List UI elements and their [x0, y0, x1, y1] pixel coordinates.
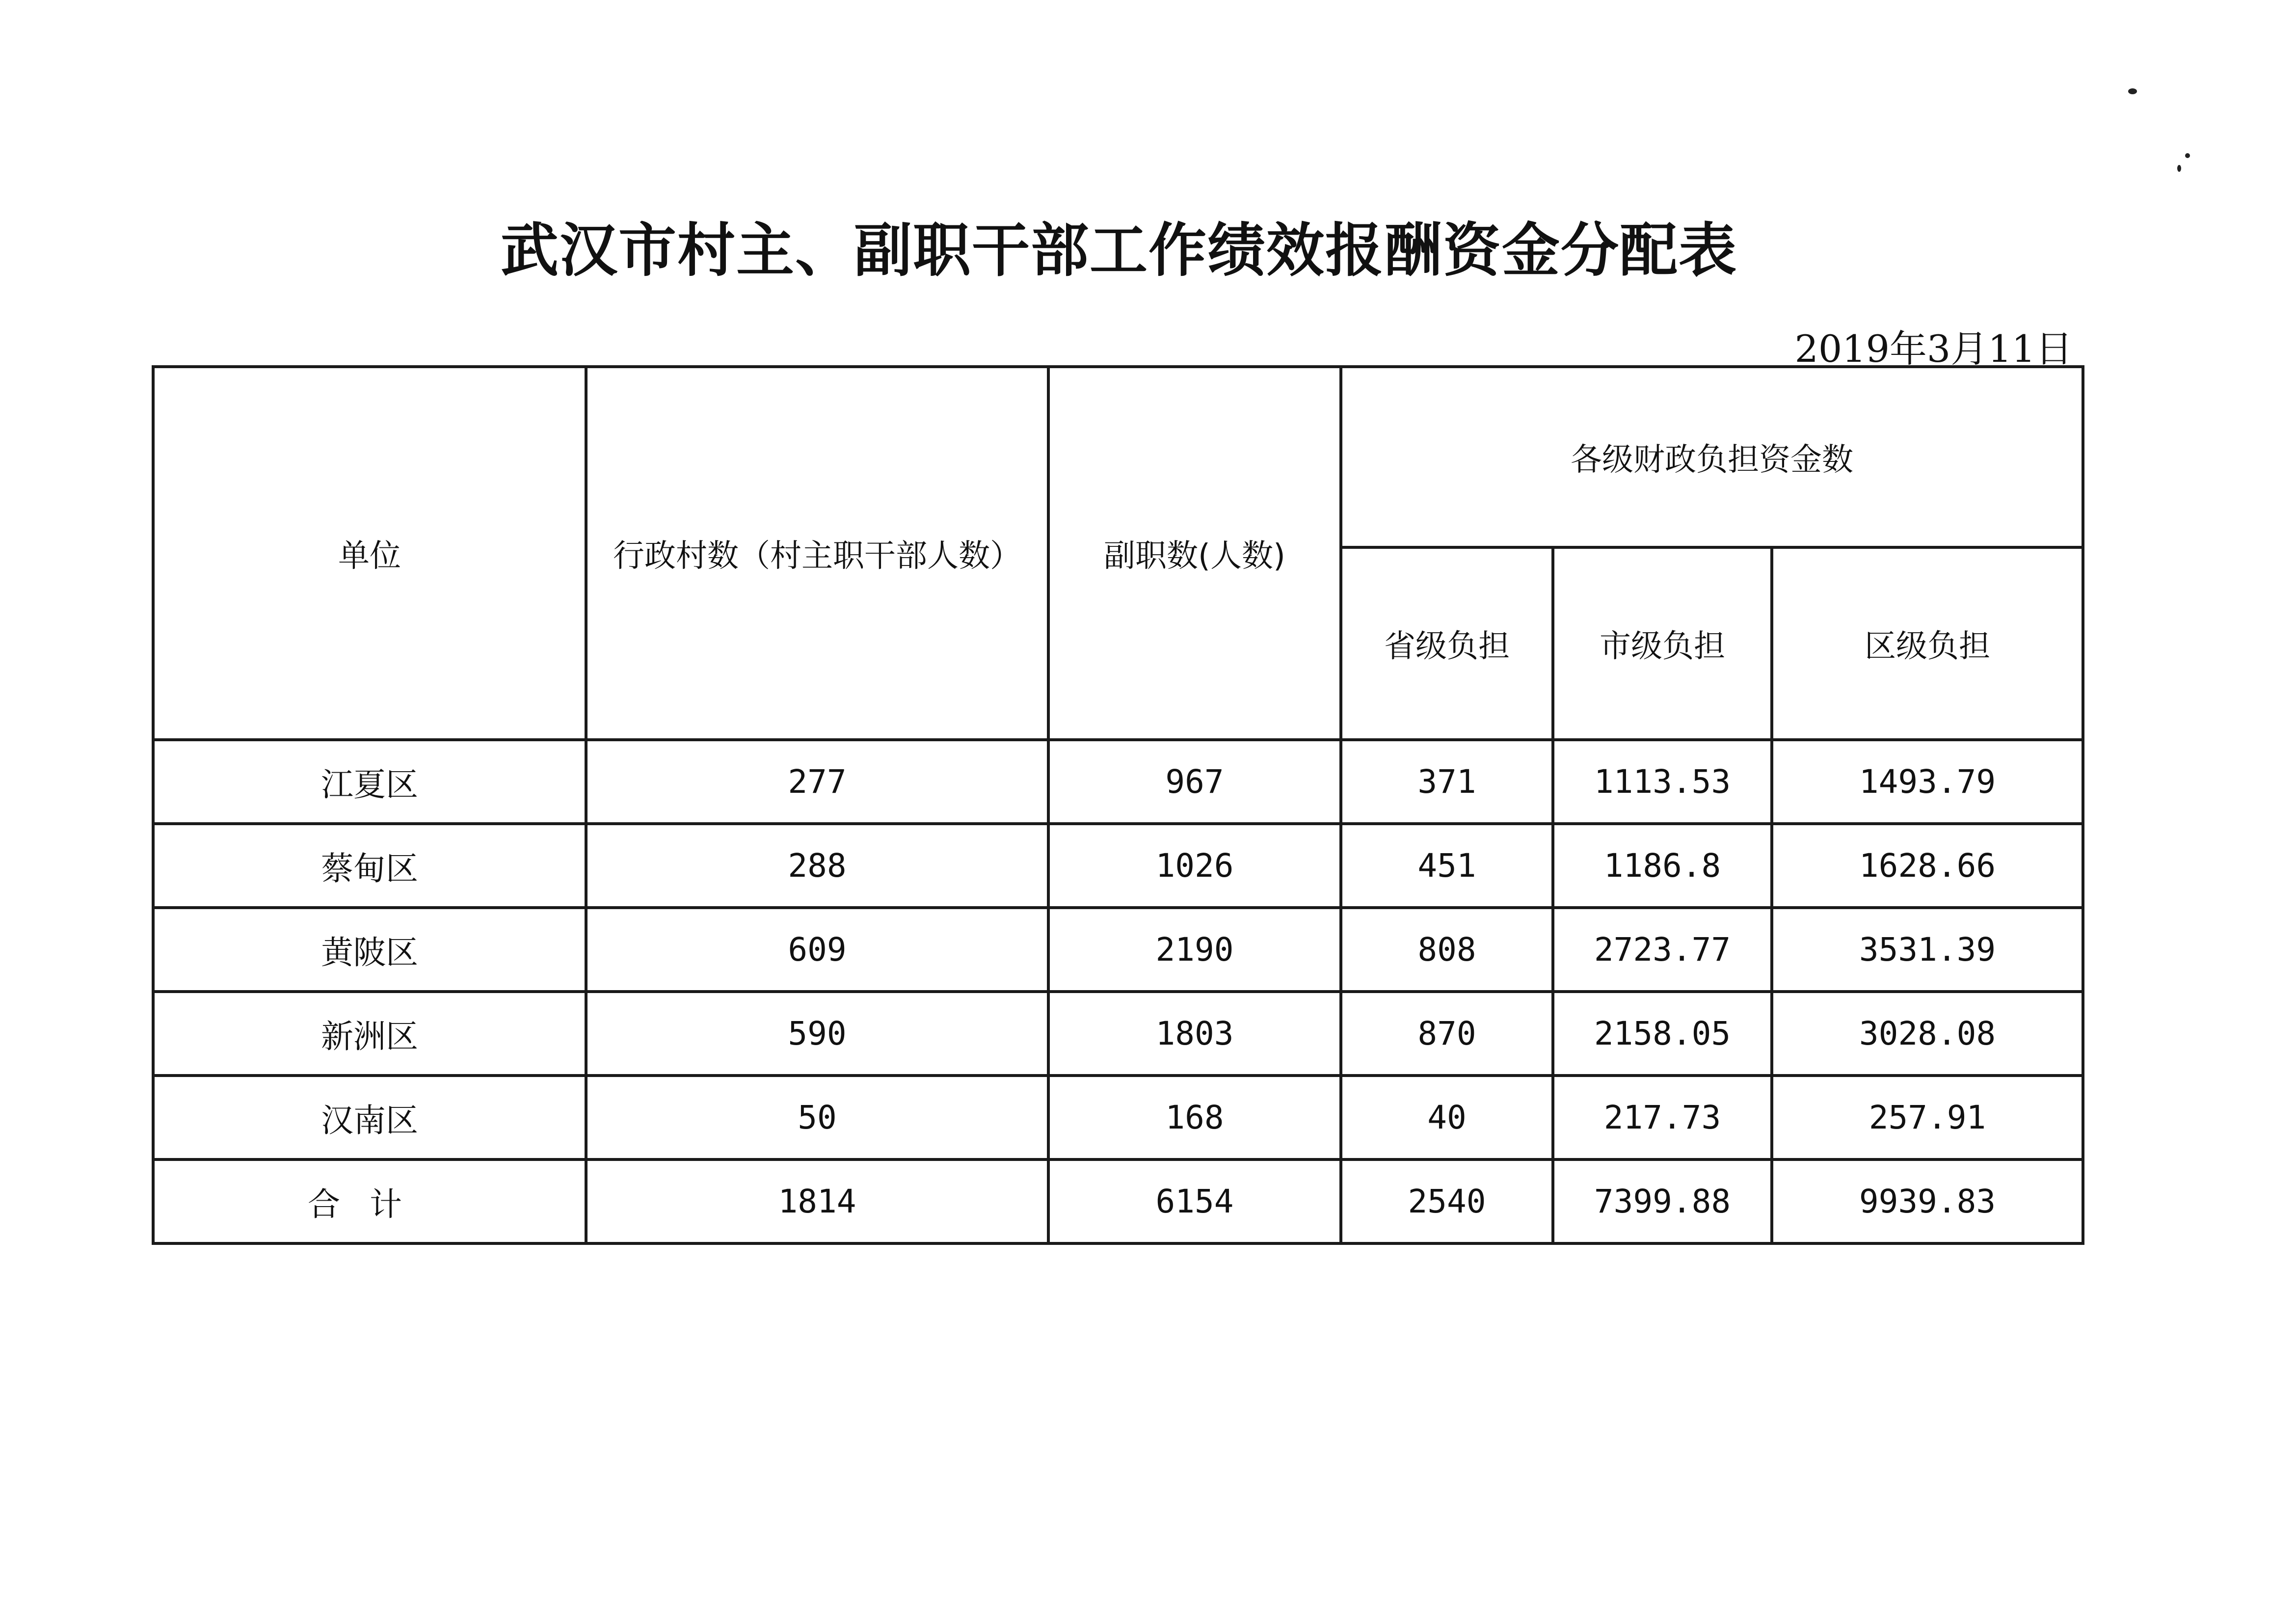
cell-villages: 277	[586, 740, 1048, 824]
cell-unit: 新洲区	[153, 992, 586, 1076]
cell-unit: 蔡甸区	[153, 824, 586, 908]
table-row	[153, 824, 2083, 908]
cell-villages: 609	[586, 908, 1048, 992]
cell-total-deputies: 6154	[1048, 1159, 1341, 1243]
cell-provincial: 40	[1341, 1076, 1553, 1159]
header-villages: 行政村数（村主职干部人数）	[586, 367, 1048, 740]
header-row	[153, 367, 2083, 547]
cell-district: 3028.08	[1772, 992, 2083, 1076]
cell-unit: 江夏区	[153, 740, 586, 824]
table-row	[153, 908, 2083, 992]
table-row	[153, 1076, 2083, 1159]
cell-villages: 590	[586, 992, 1048, 1076]
cell-total-provincial: 2540	[1341, 1159, 1553, 1243]
cell-municipal: 1186.8	[1553, 824, 1772, 908]
cell-villages: 288	[586, 824, 1048, 908]
cell-deputies: 1803	[1048, 992, 1341, 1076]
cell-total-villages: 1814	[586, 1159, 1048, 1243]
cell-total-district: 9939.83	[1772, 1159, 2083, 1243]
document-title: 武汉市村主、副职干部工作绩效报酬资金分配表	[500, 216, 1737, 284]
header-unit: 单位	[153, 367, 586, 740]
header-provincial: 省级负担	[1341, 547, 1553, 740]
table-row	[153, 740, 2083, 824]
cell-provincial: 451	[1341, 824, 1553, 908]
header-district: 区级负担	[1772, 547, 2083, 740]
cell-total-label: 合计	[153, 1159, 586, 1243]
cell-deputies: 1026	[1048, 824, 1341, 908]
cell-villages: 50	[586, 1076, 1048, 1159]
cell-deputies: 2190	[1048, 908, 1341, 992]
cell-total-municipal: 7399.88	[1553, 1159, 1772, 1243]
cell-district: 3531.39	[1772, 908, 2083, 992]
allocation-table	[152, 365, 2084, 1245]
total-row	[153, 1159, 2083, 1243]
scan-speck	[2177, 165, 2181, 172]
cell-provincial: 870	[1341, 992, 1553, 1076]
cell-municipal: 2158.05	[1553, 992, 1772, 1076]
scan-speck	[2128, 88, 2137, 94]
header-funding-group: 各级财政负担资金数	[1341, 367, 2083, 547]
cell-district: 1628.66	[1772, 824, 2083, 908]
cell-municipal: 2723.77	[1553, 908, 1772, 992]
cell-unit: 汉南区	[153, 1076, 586, 1159]
table-row	[153, 992, 2083, 1076]
cell-district: 257.91	[1772, 1076, 2083, 1159]
scan-speck	[2185, 153, 2190, 158]
cell-provincial: 371	[1341, 740, 1553, 824]
cell-provincial: 808	[1341, 908, 1553, 992]
cell-municipal: 217.73	[1553, 1076, 1772, 1159]
cell-deputies: 168	[1048, 1076, 1341, 1159]
cell-unit: 黄陂区	[153, 908, 586, 992]
cell-municipal: 1113.53	[1553, 740, 1772, 824]
cell-district: 1493.79	[1772, 740, 2083, 824]
header-municipal: 市级负担	[1553, 547, 1772, 740]
header-deputies: 副职数(人数)	[1048, 367, 1341, 740]
document-date: 2019年3月11日	[1794, 327, 2073, 371]
cell-deputies: 967	[1048, 740, 1341, 824]
